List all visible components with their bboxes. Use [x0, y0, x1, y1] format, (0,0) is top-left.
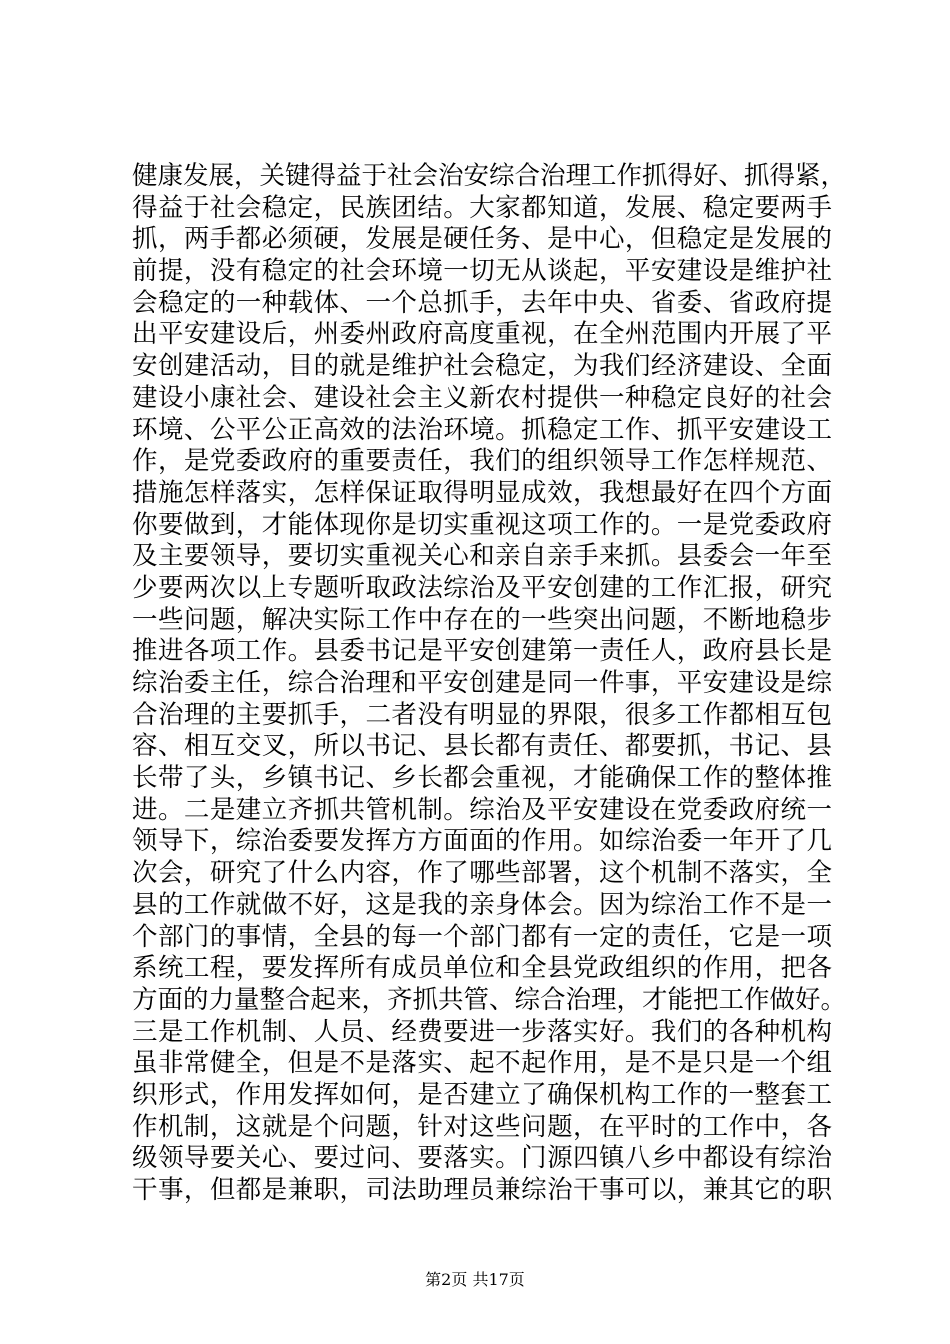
text-line: 合治理的主要抓手，二者没有明显的界限，很多工作都相互包	[132, 699, 832, 730]
text-line: 干事，但都是兼职，司法助理员兼综治干事可以，兼其它的职	[132, 1175, 832, 1205]
text-line: 三是工作机制、人员、经费要进一步落实好。我们的各种机构	[132, 1016, 832, 1047]
text-line: 作机制，这就是个问题，针对这些问题，在平时的工作中，各	[132, 1111, 832, 1142]
text-line: 前提，没有稳定的社会环境一切无从谈起，平安建设是维护社	[132, 256, 832, 287]
text-line: 推进各项工作。县委书记是平安创建第一责任人，政府县长是	[132, 636, 832, 667]
text-line: 措施怎样落实，怎样保证取得明显成效，我想最好在四个方面	[132, 477, 832, 508]
text-line: 出平安建设后，州委州政府高度重视，在全州范围内开展了平	[132, 319, 832, 350]
text-line: 得益于社会稳定，民族团结。大家都知道，发展、稳定要两手	[132, 192, 832, 223]
text-line: 容、相互交叉，所以书记、县长都有责任、都要抓，书记、县	[132, 731, 832, 762]
text-line: 会稳定的一种载体、一个总抓手，去年中央、省委、省政府提	[132, 287, 832, 318]
text-line: 抓，两手都必须硬，发展是硬任务、是中心，但稳定是发展的	[132, 224, 832, 255]
text-line: 环境、公平公正高效的法治环境。抓稳定工作、抓平安建设工	[132, 414, 832, 445]
text-line: 方面的力量整合起来，齐抓共管、综合治理，才能把工作做好。	[132, 984, 847, 1015]
page-number-footer: 第2页 共17页	[425, 1270, 525, 1289]
text-line: 建设小康社会、建设社会主义新农村提供一种稳定良好的社会	[132, 382, 832, 413]
text-line: 领导下，综治委要发挥方方面面的作用。如综治委一年开了几	[132, 826, 832, 857]
text-line: 虽非常健全，但是不是落实、起不起作用，是不是只是一个组	[132, 1048, 832, 1079]
text-line: 次会，研究了什么内容，作了哪些部署，这个机制不落实，全	[132, 858, 832, 889]
text-line: 一些问题，解决实际工作中存在的一些突出问题，不断地稳步	[132, 604, 832, 635]
text-line: 织形式，作用发挥如何，是否建立了确保机构工作的一整套工	[132, 1079, 832, 1110]
body-paragraph	[132, 161, 847, 1207]
text-line: 个部门的事情，全县的每一个部门都有一定的责任，它是一项	[132, 921, 832, 952]
text-line: 健康发展，关键得益于社会治安综合治理工作抓得好、抓得紧，	[132, 161, 847, 191]
text-line: 综治委主任，综合治理和平安创建是同一件事，平安建设是综	[132, 668, 832, 698]
text-line: 及主要领导，要切实重视关心和亲自亲手来抓。县委会一年至	[132, 541, 832, 572]
text-line: 进。二是建立齐抓共管机制。综治及平安建设在党委政府统一	[132, 794, 832, 825]
text-line: 系统工程，要发挥所有成员单位和全县党政组织的作用，把各	[132, 953, 832, 984]
text-line: 少要两次以上专题听取政法综治及平安创建的工作汇报，研究	[132, 572, 832, 603]
text-line: 你要做到，才能体现你是切实重视这项工作的。一是党委政府	[132, 509, 832, 540]
text-line: 作，是党委政府的重要责任，我们的组织领导工作怎样规范、	[132, 446, 832, 477]
text-line: 县的工作就做不好，这是我的亲身体会。因为综治工作不是一	[132, 889, 832, 920]
text-line: 级领导要关心、要过问、要落实。门源四镇八乡中都设有综治	[132, 1143, 832, 1174]
text-line: 安创建活动，目的就是维护社会稳定，为我们经济建设、全面	[132, 351, 832, 382]
text-line: 长带了头，乡镇书记、乡长都会重视，才能确保工作的整体推	[132, 763, 832, 794]
